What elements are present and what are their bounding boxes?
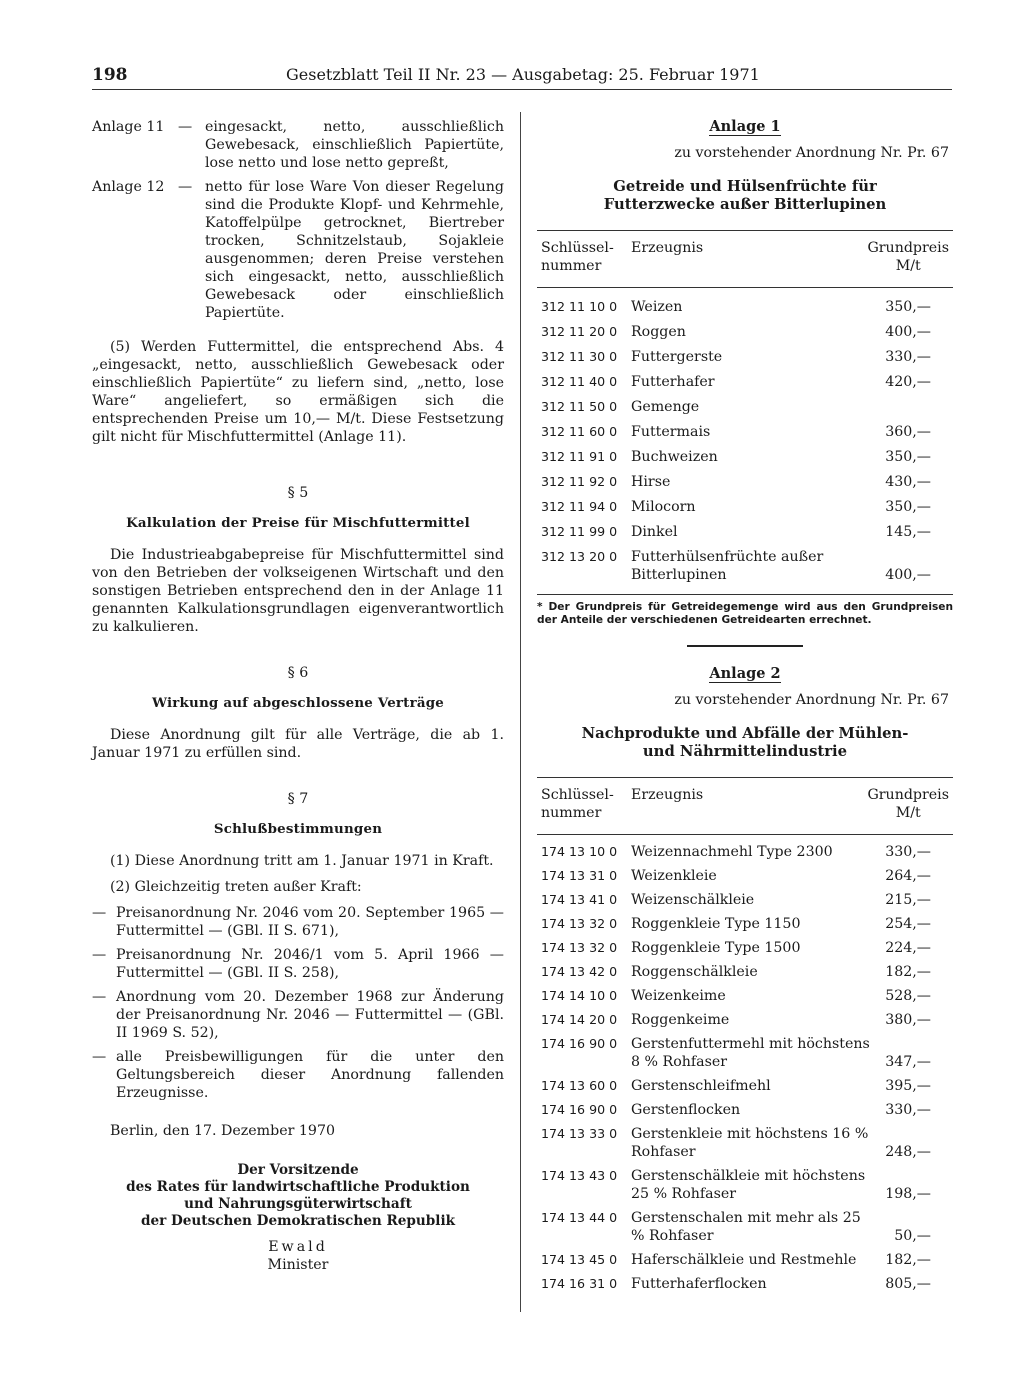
row-product: Hirse <box>631 474 671 490</box>
table-row <box>537 498 953 516</box>
row-price: 380,— <box>885 1012 931 1028</box>
row-price: 330,— <box>885 1102 931 1118</box>
row-price: 350,— <box>885 299 931 315</box>
row-price: 182,— <box>885 964 931 980</box>
signature-line: der Deutschen Demokratischen Republik <box>140 1213 456 1229</box>
row-price: 528,— <box>885 988 931 1004</box>
row-code: 174 13 43 0 <box>541 1168 618 1183</box>
row-price: 430,— <box>885 474 931 490</box>
row-price: 182,— <box>885 1252 931 1268</box>
table-row <box>537 298 953 316</box>
row-code: 174 14 10 0 <box>541 988 618 1003</box>
signature-line: Der Vorsitzende <box>237 1162 359 1178</box>
row-price: 400,— <box>885 567 931 583</box>
row-product: Roggen <box>631 324 686 340</box>
anlage1-table-body <box>537 298 953 584</box>
section7-para2: (2) Gleichzeitig treten außer Kraft: <box>110 879 362 895</box>
row-price: 400,— <box>885 324 931 340</box>
row-price: 350,— <box>885 499 931 515</box>
row-product: Futterhaferflocken <box>631 1276 767 1292</box>
signer-name: Ewald <box>268 1239 328 1255</box>
table-row <box>537 891 953 909</box>
section5-title: Kalkulation der Preise für Mischfuttermittel <box>126 515 470 531</box>
row-code: 312 11 20 0 <box>541 324 618 339</box>
anlage11-entry <box>92 118 504 172</box>
list-dash: — <box>92 905 107 921</box>
section7-para1: (1) Diese Anordnung tritt am 1. Januar 1971 in Kraft. <box>110 853 494 869</box>
list-item-text: Preisanordnung Nr. 2046 vom 20. September 1965 — Futtermittel — (GBl. II S. 671), <box>116 905 504 939</box>
table-row <box>537 523 953 541</box>
section6-title: Wirkung auf abgeschlossene Verträge <box>152 695 444 711</box>
table-row <box>537 1167 953 1203</box>
row-product: Weizenkeime <box>631 988 726 1004</box>
list-item <box>92 988 504 1042</box>
row-code: 174 13 33 0 <box>541 1126 618 1141</box>
row-price: 248,— <box>885 1144 931 1160</box>
row-code: 174 14 20 0 <box>541 1012 618 1027</box>
row-product: Dinkel <box>631 524 678 540</box>
row-price: 395,— <box>885 1078 931 1094</box>
table-header-rule <box>537 834 953 835</box>
table-row <box>537 373 953 391</box>
row-product: Weizenschälkleie <box>631 892 755 908</box>
header-price: Grundpreis M/t <box>867 787 949 821</box>
paragraph-abs5: (5) Werden Futtermittel, die entsprechend Abs. 4 „eingesackt, netto, ausschließlich Gewebesack oder einschließlich Papiertüte“ zu liefern sind, „netto, lose Ware“ angeliefert, so ermäßigen sich die entsprechenden Preise um 10,— M/t. Diese Festsetzung gilt nicht für Mischfuttermittel (Anlage 11). <box>92 339 504 445</box>
row-product: Roggenkleie Type 1500 <box>631 940 801 956</box>
row-price: 224,— <box>885 940 931 956</box>
list-dash: — <box>92 1049 107 1065</box>
section6-text: Diese Anordnung gilt für alle Verträge, die ab 1. Januar 1971 zu erfüllen sind. <box>92 727 504 761</box>
row-code: 174 13 10 0 <box>541 844 618 859</box>
anlage12-dash: — <box>178 179 193 195</box>
row-code: 174 16 90 0 <box>541 1036 618 1051</box>
row-code: 312 11 94 0 <box>541 499 618 514</box>
table-row <box>537 323 953 341</box>
anlage2-table-body <box>537 843 953 1293</box>
table-row <box>537 448 953 466</box>
anlage12-label: Anlage 12 <box>92 179 165 195</box>
table-row <box>537 963 953 981</box>
anlage1-heading-text: Anlage 1 <box>709 118 781 135</box>
header-rule <box>92 89 952 90</box>
row-code: 312 11 92 0 <box>541 474 618 489</box>
row-product: Weizennachmehl Type 2300 <box>631 844 833 860</box>
anlage1-table-header <box>537 239 953 279</box>
row-code: 174 13 44 0 <box>541 1210 618 1225</box>
anlage2-table-header <box>537 786 953 826</box>
row-code: 312 11 30 0 <box>541 349 618 364</box>
table-row <box>537 1101 953 1119</box>
table-row <box>537 1275 953 1293</box>
row-code: 174 13 41 0 <box>541 892 618 907</box>
row-product: Roggenschälkleie <box>631 964 758 980</box>
anlage1-footnote: * Der Grundpreis für Getreidegemenge wird aus den Grundpreisen der Anteile der verschiedenen Getreidearten errechnet. <box>537 601 953 626</box>
right-column <box>537 118 953 1293</box>
row-code: 174 13 32 0 <box>541 940 618 955</box>
row-price: 350,— <box>885 449 931 465</box>
anlage12-entry <box>92 178 504 322</box>
section7-number: § 7 <box>287 791 309 807</box>
place-date: Berlin, den 17. Dezember 1970 <box>110 1123 336 1139</box>
section7-title: Schlußbestimmungen <box>213 821 383 837</box>
table-bottom-rule <box>537 594 953 595</box>
row-price: 805,— <box>885 1276 931 1292</box>
row-code: 312 11 50 0 <box>541 399 618 414</box>
table-row <box>537 348 953 366</box>
list-item-text: Anordnung vom 20. Dezember 1968 zur Änderung der Preisanordnung Nr. 2046 — Futtermittel — (GBl. II 1969 S. 52), <box>116 989 504 1041</box>
table-header-rule <box>537 287 953 288</box>
anlage1-heading <box>537 118 953 136</box>
row-product: Buchweizen <box>631 449 718 465</box>
row-code: 312 11 91 0 <box>541 449 618 464</box>
list-dash: — <box>92 989 107 1005</box>
table-row <box>537 548 953 584</box>
list-item-text: alle Preisbewilligungen für die unter den Geltungsbereich dieser Anordnung fallenden Erzeugnisse. <box>116 1049 504 1101</box>
row-code: 174 13 32 0 <box>541 916 618 931</box>
section6-number: § 6 <box>287 665 309 681</box>
section-separator <box>687 645 803 647</box>
row-product: Futterhafer <box>631 374 715 390</box>
row-code: 174 13 31 0 <box>541 868 618 883</box>
header-code: Schlüssel- nummer <box>541 240 614 274</box>
table-row <box>537 1035 953 1071</box>
row-price: 198,— <box>885 1186 931 1202</box>
table-row <box>537 987 953 1005</box>
row-product: Gerstenkleie mit höchstens 16 % Rohfaser <box>631 1126 869 1160</box>
signature-line: und Nahrungsgüterwirtschaft <box>184 1196 412 1212</box>
row-code: 312 11 40 0 <box>541 374 618 389</box>
signature-line: des Rates für landwirtschaftliche Produktion <box>126 1179 470 1195</box>
row-product: Roggenkleie Type 1150 <box>631 916 801 932</box>
column-divider <box>520 112 521 1312</box>
header-product: Erzeugnis <box>631 787 704 803</box>
anlage12-text: netto für lose Ware Von dieser Regelung sind die Produkte Klopf- und Kehrmehle, Katoffelpülpe getrocknet, Biertreber trocken, Schnitzelstaub, Sojakleie ausgenommen; deren Preise verstehen sich eingesackt, netto, ausschließlich Gewebesack oder einschließlich Papiertüte. <box>205 179 504 321</box>
row-code: 312 11 60 0 <box>541 424 618 439</box>
section5-text: Die Industrieabgabepreise für Mischfuttermittel sind von den Betrieben der volkseigenen Wirtschaft und den sonstigen Betrieben entsprechend den in der Anlage 11 genannten Kalkulationsgrundlagen eigenverantwortlich zu kalkulieren. <box>92 547 504 635</box>
list-item <box>92 946 504 982</box>
row-product: Futtergerste <box>631 349 723 365</box>
row-product: Gerstenschleifmehl <box>631 1078 771 1094</box>
list-item <box>92 1048 504 1102</box>
row-price: 347,— <box>885 1054 931 1070</box>
header-price: Grundpreis M/t <box>867 240 949 274</box>
row-price: 264,— <box>885 868 931 884</box>
anlage11-dash: — <box>178 119 193 135</box>
row-code: 174 13 45 0 <box>541 1252 618 1267</box>
anlage2-heading <box>537 665 953 683</box>
row-code: 174 13 60 0 <box>541 1078 618 1093</box>
anlage1-reference: zu vorstehender Anordnung Nr. Pr. 67 <box>674 145 949 161</box>
list-dash: — <box>92 947 107 963</box>
row-code: 174 16 31 0 <box>541 1276 618 1291</box>
row-price: 254,— <box>885 916 931 932</box>
table-row <box>537 398 953 416</box>
row-product: Gemenge <box>631 399 700 415</box>
row-product: Roggenkeime <box>631 1012 730 1028</box>
header-code: Schlüssel- nummer <box>541 787 614 821</box>
row-product: Weizen <box>631 299 683 315</box>
section5-number: § 5 <box>287 485 309 501</box>
anlage1-title: Getreide und Hülsenfrüchte für Futterzwecke außer Bitterlupinen <box>603 178 887 213</box>
row-price: 215,— <box>885 892 931 908</box>
row-code: 312 11 99 0 <box>541 524 618 539</box>
table-row <box>537 1209 953 1245</box>
left-column <box>92 118 504 1274</box>
anlage11-label: Anlage 11 <box>92 119 165 135</box>
row-product: Milocorn <box>631 499 696 515</box>
table-row <box>537 843 953 861</box>
table-row <box>537 1251 953 1269</box>
repealed-list <box>92 904 504 1102</box>
table-row <box>537 473 953 491</box>
row-price: 330,— <box>885 349 931 365</box>
signer-role: Minister <box>267 1257 329 1273</box>
anlage11-text: eingesackt, netto, ausschließlich Gewebesack, einschließlich Papiertüte, lose netto und lose netto gepreßt, <box>205 119 504 171</box>
table-row <box>537 915 953 933</box>
row-code: 174 16 90 0 <box>541 1102 618 1117</box>
page-number: 198 <box>92 65 128 85</box>
row-price: 50,— <box>894 1228 931 1244</box>
running-title: Gesetzblatt Teil II Nr. 23 — Ausgabetag: 25. Februar 1971 <box>286 65 760 84</box>
row-product: Gerstenfuttermehl mit höchstens 8 % Rohfaser <box>631 1036 870 1070</box>
row-product: Futtermais <box>631 424 711 440</box>
anlage2-heading-text: Anlage 2 <box>709 665 781 682</box>
row-product: Gerstenflocken <box>631 1102 741 1118</box>
anlage2-reference: zu vorstehender Anordnung Nr. Pr. 67 <box>674 692 949 708</box>
row-product: Weizenkleie <box>631 868 717 884</box>
row-product: Haferschälkleie und Restmehle <box>631 1252 857 1268</box>
row-code: 174 13 42 0 <box>541 964 618 979</box>
table-top-rule <box>537 230 953 231</box>
row-price: 420,— <box>885 374 931 390</box>
list-item <box>92 904 504 940</box>
signature-block <box>92 1162 504 1274</box>
table-top-rule <box>537 777 953 778</box>
row-product: Gerstenschalen mit mehr als 25 % Rohfaser <box>631 1210 861 1244</box>
table-row <box>537 939 953 957</box>
row-price: 360,— <box>885 424 931 440</box>
row-code: 312 11 10 0 <box>541 299 618 314</box>
list-item-text: Preisanordnung Nr. 2046/1 vom 5. April 1966 — Futtermittel — (GBl. II S. 258), <box>116 947 504 981</box>
table-row <box>537 867 953 885</box>
row-price: 330,— <box>885 844 931 860</box>
table-row <box>537 423 953 441</box>
table-row <box>537 1125 953 1161</box>
row-product: Futterhülsenfrüchte außer Bitterlupinen <box>631 549 824 583</box>
row-price: 145,— <box>885 524 931 540</box>
table-row <box>537 1011 953 1029</box>
row-code: 312 13 20 0 <box>541 549 618 564</box>
header-product: Erzeugnis <box>631 240 704 256</box>
row-product: Gerstenschälkleie mit höchstens 25 % Rohfaser <box>631 1168 866 1202</box>
anlage2-title: Nachprodukte und Abfälle der Mühlen- und Nährmittelindustrie <box>581 725 909 760</box>
table-row <box>537 1077 953 1095</box>
